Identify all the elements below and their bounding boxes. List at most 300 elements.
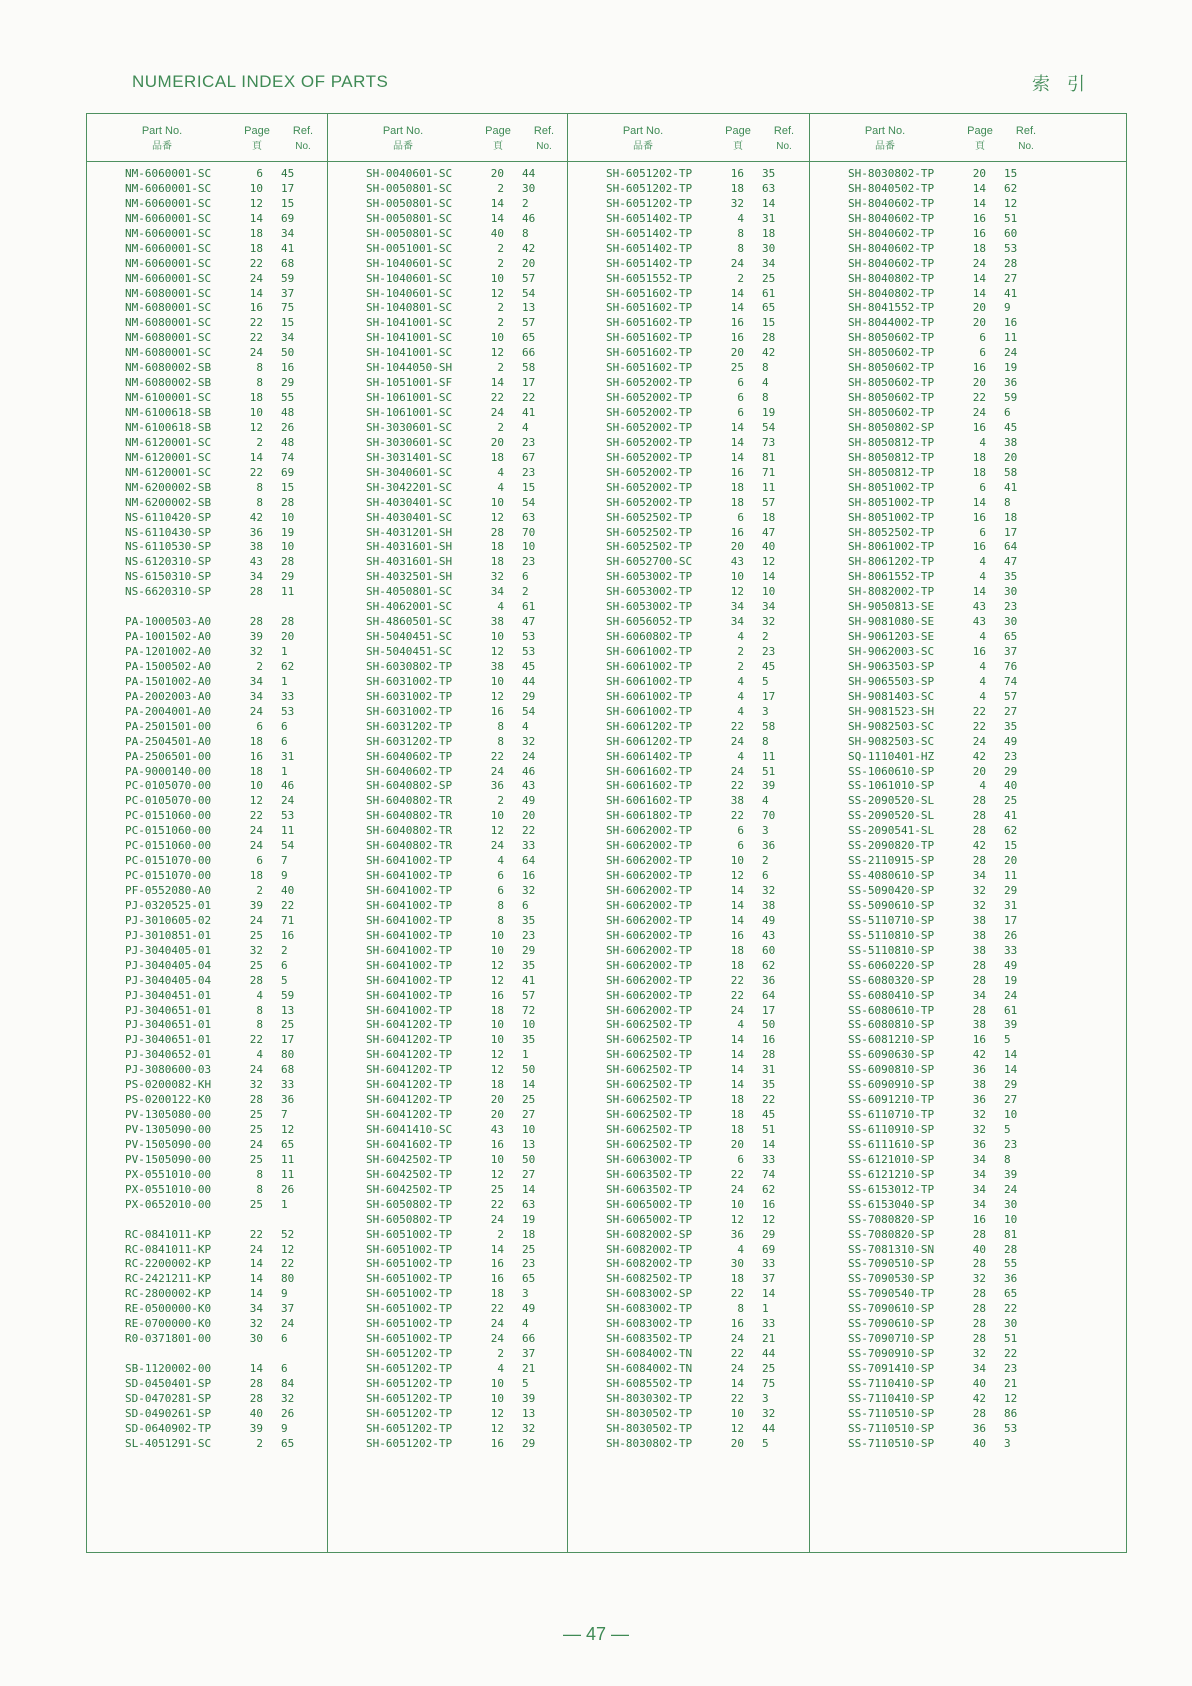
table-row — [568, 1347, 810, 1362]
part-number: SH-6041410-SC — [366, 1123, 453, 1136]
part-number: SH-6052002-TP — [606, 376, 693, 390]
part-number: SS-7110510-SP — [848, 1436, 935, 1450]
ref-number: 25 — [281, 1018, 295, 1032]
part-number: NM-6080001-SC — [125, 286, 212, 300]
ref-number: 50 — [522, 1152, 536, 1166]
page-number-cell: 4 — [979, 779, 986, 793]
page-number-cell: 4 — [979, 555, 986, 569]
table-row — [810, 227, 1127, 242]
page-number-cell: 22 — [249, 1033, 263, 1047]
table-row — [87, 809, 327, 824]
part-number: RC-2421211-KP — [125, 1272, 212, 1286]
table-row — [328, 391, 568, 406]
ref-number: 34 — [281, 226, 295, 240]
page-number-cell: 16 — [249, 301, 263, 315]
part-number: NM-6080001-SC — [125, 331, 212, 345]
page-number-cell: 14 — [730, 884, 744, 897]
page-number-cell: 14 — [972, 271, 986, 285]
part-number: SD-0450401-SP — [125, 1376, 212, 1390]
ref-number: 63 — [522, 510, 536, 524]
page-number-cell: 4 — [497, 600, 504, 614]
table-row — [810, 1332, 1127, 1347]
ref-number: 22 — [281, 898, 295, 912]
ref-number: 50 — [522, 1063, 536, 1077]
table-row — [87, 1332, 327, 1347]
ref-number: 67 — [522, 450, 536, 464]
ref-number: 23 — [522, 435, 536, 449]
table-row — [328, 1272, 568, 1287]
part-number: SS-6121210-SP — [848, 1167, 935, 1181]
page-number-cell: 4 — [737, 630, 744, 644]
ref-number: 53 — [522, 645, 536, 658]
page-number-cell: 24 — [972, 256, 986, 270]
page-number-cell: 18 — [249, 241, 263, 255]
part-number: SH-1044050-SH — [366, 361, 453, 375]
ref-number: 8 — [1004, 495, 1011, 509]
ref-number: 31 — [1004, 898, 1018, 912]
page-number-cell: 18 — [730, 1123, 744, 1136]
part-number: SS-2090520-SL — [848, 794, 935, 808]
page-number-cell: 18 — [730, 1093, 744, 1107]
part-number: SH-6062502-TP — [606, 1048, 693, 1062]
ref-number: 14 — [762, 570, 776, 584]
ref-number: 81 — [1004, 1227, 1018, 1241]
page-number-cell: 2 — [497, 241, 504, 255]
ref-number: 50 — [281, 346, 295, 360]
table-row — [87, 227, 327, 242]
part-number: SS-7081310-SN — [848, 1242, 935, 1256]
part-number: SS-7091410-SP — [848, 1362, 935, 1375]
table-row — [810, 406, 1127, 421]
page-number-cell: 24 — [730, 1332, 744, 1346]
part-number: SH-6062502-TP — [606, 1078, 693, 1092]
page-number-cell: 6 — [737, 1152, 744, 1166]
page-number-cell: 16 — [490, 1272, 504, 1286]
ref-number: 53 — [1004, 1421, 1018, 1435]
page-number-cell: 34 — [972, 1182, 986, 1196]
ref-number: 23 — [522, 928, 536, 942]
ref-number: 35 — [1004, 719, 1018, 733]
part-number: SH-6051202-TP — [366, 1421, 453, 1435]
table-row — [87, 316, 327, 331]
part-number: SH-9081523-SH — [848, 704, 935, 718]
ref-number: 11 — [281, 1152, 295, 1166]
table-row — [87, 331, 327, 346]
ref-number: 72 — [522, 1003, 536, 1017]
page-number-cell: 12 — [490, 510, 504, 524]
table-row — [568, 630, 810, 645]
table-row — [568, 346, 810, 361]
table-row — [87, 1093, 327, 1108]
page-number-cell: 38 — [249, 540, 263, 554]
ref-number: 44 — [762, 1421, 776, 1435]
ref-number: 35 — [762, 167, 776, 180]
ref-number: 24 — [1004, 346, 1018, 360]
table-row — [810, 361, 1127, 376]
table-row — [87, 600, 327, 615]
table-row — [810, 735, 1127, 750]
part-number: SS-6080610-TP — [848, 1003, 935, 1017]
table-row — [87, 212, 327, 227]
page-number-cell: 43 — [730, 555, 744, 569]
page-number-cell: 14 — [972, 181, 986, 195]
page-number-cell: 14 — [730, 1063, 744, 1077]
table-row — [568, 1063, 810, 1078]
ref-number: 11 — [762, 749, 776, 763]
table-row — [810, 824, 1127, 839]
table-row — [810, 1213, 1127, 1228]
ref-number: 40 — [281, 884, 295, 897]
part-number: SH-0050801-SC — [366, 226, 453, 240]
page-number-cell: 34 — [972, 1362, 986, 1375]
table-row — [87, 914, 327, 929]
part-number: SH-6053002-TP — [606, 600, 693, 614]
ref-number: 65 — [281, 1137, 295, 1151]
page-number-cell: 22 — [730, 973, 744, 987]
page-number-cell: 20 — [972, 301, 986, 315]
ref-number: 6 — [281, 734, 288, 748]
part-number: SH-6041002-TP — [366, 928, 453, 942]
page-number-cell: 14 — [249, 450, 263, 464]
table-row — [810, 346, 1127, 361]
part-number: SH-6062002-TP — [606, 928, 693, 942]
page-number-cell: 18 — [972, 241, 986, 255]
part-number: SQ-1110401-HZ — [848, 749, 935, 763]
part-number: SS-7090510-SP — [848, 1257, 935, 1271]
table-row — [328, 227, 568, 242]
part-number: SS-7080820-SP — [848, 1212, 935, 1226]
table-row — [810, 944, 1127, 959]
ref-number: 12 — [281, 1123, 295, 1136]
ref-number: 10 — [522, 540, 536, 554]
part-no-header — [87, 124, 237, 154]
ref-number: 3 — [762, 704, 769, 718]
table-row — [87, 645, 327, 660]
page-number-cell: 16 — [249, 749, 263, 763]
part-number: SH-6040802-TR — [366, 809, 453, 823]
table-row — [568, 1183, 810, 1198]
table-row — [810, 197, 1127, 212]
page-number-cell: 34 — [249, 674, 263, 688]
table-row — [810, 1437, 1127, 1452]
ref-number: 24 — [1004, 988, 1018, 1002]
table-row — [810, 257, 1127, 272]
table-row — [568, 1257, 810, 1272]
page-number-cell: 28 — [972, 1227, 986, 1241]
part-number: SH-6062002-TP — [606, 839, 693, 853]
page-number-cell: 32 — [972, 898, 986, 912]
table-row — [810, 1377, 1127, 1392]
table-row — [810, 1123, 1127, 1138]
ref-number: 81 — [762, 450, 776, 464]
part-no-header-label-jp: 品番 — [633, 141, 653, 152]
page-number-cell: 28 — [249, 1376, 263, 1390]
part-number: SH-4032501-SH — [366, 570, 453, 584]
page-number-cell: 12 — [490, 958, 504, 972]
ref-number: 19 — [1004, 361, 1018, 375]
table-row — [87, 959, 327, 974]
page-number-cell: 12 — [490, 346, 504, 360]
ref-number: 18 — [522, 1227, 536, 1241]
table-row — [810, 974, 1127, 989]
part-no-header-label-jp: 品番 — [152, 141, 172, 152]
part-number: PC-0151060-00 — [125, 809, 212, 823]
ref-header-label: Ref. — [1015, 125, 1037, 137]
part-number: SH-9081403-SC — [848, 689, 935, 703]
table-row — [568, 212, 810, 227]
page-number-cell: 16 — [972, 1033, 986, 1047]
table-row — [810, 316, 1127, 331]
table-row — [568, 451, 810, 466]
table-row — [810, 615, 1127, 630]
table-row — [810, 555, 1127, 570]
page-number-cell: 24 — [249, 913, 263, 927]
ref-number: 65 — [281, 1436, 295, 1450]
page-title: NUMERICAL INDEX OF PARTS — [132, 72, 389, 91]
page-number-cell: 4 — [979, 689, 986, 703]
ref-number: 61 — [762, 286, 776, 300]
ref-number: 58 — [762, 719, 776, 733]
table-row — [810, 1138, 1127, 1153]
table-row — [328, 555, 568, 570]
header-rule — [810, 161, 1127, 162]
table-row — [568, 779, 810, 794]
table-row — [328, 660, 568, 675]
page-number-cell: 16 — [490, 988, 504, 1002]
part-number: SH-6062002-TP — [606, 988, 693, 1002]
table-row — [328, 959, 568, 974]
part-number: NM-6060001-SC — [125, 226, 212, 240]
table-row — [810, 481, 1127, 496]
page-number-cell: 36 — [972, 1137, 986, 1151]
ref-number: 14 — [522, 1182, 536, 1196]
table-row — [810, 242, 1127, 257]
part-number: SH-6040602-TP — [366, 749, 453, 763]
ref-number: 28 — [762, 331, 776, 345]
table-row — [810, 1033, 1127, 1048]
table-row — [810, 212, 1127, 227]
table-row — [568, 1422, 810, 1437]
ref-number: 62 — [281, 659, 295, 673]
table-row — [87, 182, 327, 197]
part-number: PJ-3080600-03 — [125, 1063, 212, 1077]
part-number: SH-9050813-SE — [848, 600, 935, 614]
ref-number: 62 — [762, 1182, 776, 1196]
table-row — [568, 1018, 810, 1033]
ref-number: 25 — [522, 1093, 536, 1107]
table-row — [328, 779, 568, 794]
ref-number: 59 — [281, 988, 295, 1002]
page-number-cell: 6 — [979, 480, 986, 494]
table-row — [328, 615, 568, 630]
page-number-cell: 25 — [249, 928, 263, 942]
table-row — [810, 511, 1127, 526]
page-number-cell: 16 — [972, 361, 986, 375]
part-number: SH-6061002-TP — [606, 674, 693, 688]
part-number: PC-0151070-00 — [125, 854, 212, 868]
page-header — [476, 124, 520, 154]
table-row — [568, 167, 810, 182]
part-number: SS-2090541-SL — [848, 824, 935, 838]
ref-number: 18 — [762, 226, 776, 240]
ref-number: 69 — [762, 1242, 776, 1256]
page-number-cell: 8 — [497, 734, 504, 748]
part-number: PJ-3040405-01 — [125, 943, 212, 957]
ref-number: 23 — [522, 555, 536, 569]
ref-number: 30 — [1004, 615, 1018, 629]
page-number-cell: 34 — [730, 600, 744, 614]
page-number-cell: 28 — [972, 794, 986, 808]
ref-number: 10 — [522, 1018, 536, 1032]
part-number: SH-6041002-TP — [366, 1003, 453, 1017]
table-row — [87, 1347, 327, 1362]
part-number: SH-6052002-TP — [606, 406, 693, 419]
ref-number: 20 — [1004, 450, 1018, 464]
ref-number: 45 — [762, 659, 776, 673]
page-number-cell: 38 — [972, 928, 986, 942]
part-number: SH-6052502-TP — [606, 510, 693, 524]
page-number-cell: 16 — [972, 645, 986, 658]
table-row — [328, 1078, 568, 1093]
part-number: SH-6042502-TP — [366, 1182, 453, 1196]
part-number: PX-0551010-00 — [125, 1182, 212, 1196]
page-number-cell: 18 — [249, 391, 263, 405]
ref-number: 48 — [281, 406, 295, 419]
part-number: SH-6062002-TP — [606, 824, 693, 838]
part-number: SH-6084002-TN — [606, 1347, 693, 1361]
page-number-cell: 38 — [490, 615, 504, 629]
page-number-cell: 43 — [972, 600, 986, 614]
table-row — [568, 1213, 810, 1228]
page-number-cell: 25 — [490, 1182, 504, 1196]
table-row — [568, 540, 810, 555]
page-number-cell: 2 — [737, 271, 744, 285]
table-row — [87, 436, 327, 451]
table-row — [328, 1347, 568, 1362]
ref-number: 57 — [522, 271, 536, 285]
table-row — [568, 705, 810, 720]
ref-number: 30 — [1004, 585, 1018, 599]
table-row — [328, 839, 568, 854]
part-number: SH-6051202-TP — [606, 181, 693, 195]
ref-number: 58 — [1004, 465, 1018, 479]
ref-number: 68 — [281, 256, 295, 270]
ref-number: 61 — [522, 600, 536, 614]
page-number-cell: 12 — [490, 1421, 504, 1435]
ref-number: 37 — [281, 1302, 295, 1316]
ref-number: 57 — [762, 495, 776, 509]
table-row — [810, 839, 1127, 854]
page-number-cell: 6 — [979, 331, 986, 345]
ref-number: 7 — [281, 1108, 288, 1122]
ref-number: 64 — [762, 988, 776, 1002]
ref-number: 4 — [522, 719, 529, 733]
part-number: PC-0105070-00 — [125, 794, 212, 808]
part-number: NM-6080001-SC — [125, 316, 212, 330]
part-number: SH-6041002-TP — [366, 988, 453, 1002]
table-row — [568, 406, 810, 421]
page-number-cell: 2 — [497, 316, 504, 330]
page-number-cell: 22 — [730, 1287, 744, 1301]
index-rows — [328, 167, 568, 1452]
ref-number: 35 — [522, 913, 536, 927]
ref-number: 32 — [762, 615, 776, 629]
ref-number: 63 — [762, 181, 776, 195]
ref-number: 33 — [762, 1257, 776, 1271]
page-number-cell: 18 — [730, 943, 744, 957]
page-number-cell: 22 — [730, 988, 744, 1002]
table-row — [568, 735, 810, 750]
part-number: R0-0371801-00 — [125, 1332, 212, 1346]
part-number: SS-7090540-TP — [848, 1287, 935, 1301]
part-number: RC-0841011-KP — [125, 1227, 212, 1241]
ref-number: 5 — [1004, 1033, 1011, 1047]
table-row — [87, 1168, 327, 1183]
table-row — [568, 1287, 810, 1302]
page-number-cell: 24 — [972, 406, 986, 419]
table-row — [87, 511, 327, 526]
page-number-cell: 25 — [730, 361, 744, 375]
ref-number: 35 — [522, 958, 536, 972]
table-row — [810, 1228, 1127, 1243]
part-number: SH-6051002-TP — [366, 1302, 453, 1316]
page-number-cell: 10 — [249, 181, 263, 195]
ref-number: 24 — [281, 1317, 295, 1331]
page-number-cell: 12 — [730, 585, 744, 599]
part-number: SH-6051202-TP — [606, 167, 693, 180]
table-row — [810, 1422, 1127, 1437]
ref-number: 8 — [522, 226, 529, 240]
page-number-cell: 16 — [730, 1317, 744, 1331]
page-number-cell: 32 — [972, 1123, 986, 1136]
page-number-cell: 14 — [490, 376, 504, 390]
page-number-cell: 18 — [249, 226, 263, 240]
part-number: SS-6081210-SP — [848, 1033, 935, 1047]
ref-number: 45 — [762, 1108, 776, 1122]
ref-number: 26 — [281, 1406, 295, 1420]
page-number-cell: 4 — [497, 465, 504, 479]
page-number-cell: 12 — [249, 420, 263, 434]
table-row — [568, 316, 810, 331]
table-row — [568, 1078, 810, 1093]
page-number-cell: 22 — [972, 704, 986, 718]
table-row — [328, 451, 568, 466]
part-number: SH-1061001-SC — [366, 391, 453, 405]
part-number: SH-6042502-TP — [366, 1152, 453, 1166]
part-number: SH-4860501-SC — [366, 615, 453, 629]
part-number: SH-6062502-TP — [606, 1063, 693, 1077]
ref-number: 17 — [762, 1003, 776, 1017]
table-row — [328, 511, 568, 526]
table-row — [87, 899, 327, 914]
table-row — [568, 361, 810, 376]
table-row — [568, 824, 810, 839]
ref-number: 23 — [522, 465, 536, 479]
ref-number: 20 — [522, 256, 536, 270]
page-number-cell: 6 — [737, 839, 744, 853]
part-number: SH-6051402-TP — [606, 211, 693, 225]
part-number: SS-6060220-SP — [848, 958, 935, 972]
table-row — [87, 720, 327, 735]
table-row — [810, 1257, 1127, 1272]
ref-number: 17 — [522, 376, 536, 390]
part-number: SS-6090810-SP — [848, 1063, 935, 1077]
page-number-cell: 43 — [249, 555, 263, 569]
table-row — [328, 1004, 568, 1019]
ref-number: 34 — [762, 256, 776, 270]
ref-number: 62 — [1004, 181, 1018, 195]
part-number: SH-0050801-SC — [366, 211, 453, 225]
